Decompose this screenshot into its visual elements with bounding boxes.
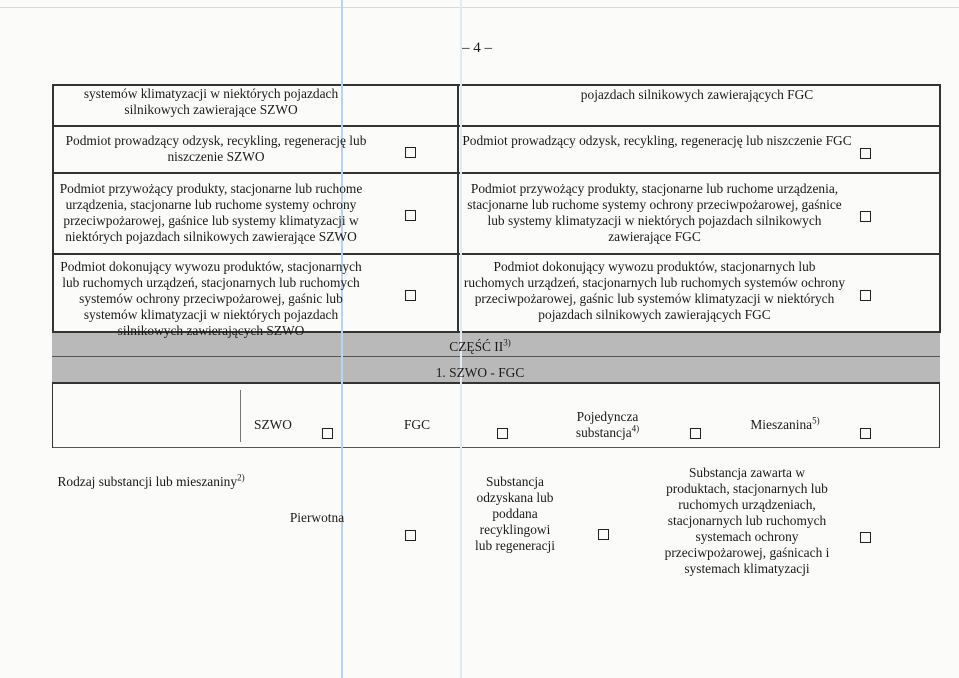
checkbox[interactable] bbox=[860, 148, 871, 159]
table-line bbox=[52, 253, 940, 255]
table-line bbox=[52, 382, 53, 448]
checkbox[interactable] bbox=[405, 210, 416, 221]
table-line bbox=[52, 356, 940, 357]
part-subtitle: 1. SZWO - FGC bbox=[435, 365, 525, 380]
page-number: – 4 – bbox=[462, 40, 492, 56]
recovered-label: Substancja odzyskana lub poddana recyklingowi lub regeneracji bbox=[475, 474, 555, 553]
table-line bbox=[240, 390, 241, 442]
table-line bbox=[52, 125, 940, 127]
checkbox[interactable] bbox=[405, 147, 416, 158]
checkbox[interactable] bbox=[690, 428, 701, 439]
table-line bbox=[457, 84, 459, 333]
row-label-right: Podmiot dokonujący wywozu produktów, stacjonarnych lub ruchomych urządzeń, stacjonarnych lub ruchomych systemów ochrony przeciwpożarowej, gaśnic lub systemów klimatyzacji w niektórych pojazdach silnikowych zawierających FGC bbox=[463, 259, 846, 322]
part-title: CZĘŚĆ II$^{3)}$ bbox=[449, 337, 511, 354]
checkbox[interactable] bbox=[860, 532, 871, 543]
checkbox[interactable] bbox=[405, 290, 416, 301]
checkbox[interactable] bbox=[405, 530, 416, 541]
table-line bbox=[52, 172, 940, 174]
table-line bbox=[939, 382, 940, 448]
kind-label: Rodzaj substancji lub mieszaniny$^{2)}$ bbox=[57, 472, 245, 489]
contained-label: Substancja zawarta w produktach, stacjonarnych lub ruchomych urządzeniach, stacjonarnych lub ruchomych systemach ochrony przeciwpożarowej, gaśnicach i systemach klimatyzacji bbox=[664, 465, 830, 576]
checkbox[interactable] bbox=[497, 428, 508, 439]
row-label-left: Podmiot prowadzący odzysk, recykling, regenerację lub niszczenie SZWO bbox=[65, 133, 367, 164]
checkbox[interactable] bbox=[860, 211, 871, 222]
page-top-edge bbox=[0, 7, 959, 8]
row-label-right: Podmiot prowadzący odzysk, recykling, regenerację lub niszczenie FGC bbox=[462, 133, 852, 148]
row-label-left: Podmiot dokonujący wywozu produktów, stacjonarnych lub ruchomych urządzeń, stacjonarnych lub ruchomych systemów ochrony przeciwpożarowej, gaśnic lub systemów klimatyzacji w niektórych pojazdach silnikowych zawierających SZWO bbox=[60, 259, 362, 338]
right-header-text: pojazdach silnikowych zawierających FGC bbox=[580, 87, 814, 102]
fgc-label: FGC bbox=[403, 417, 431, 432]
row-label-left: Podmiot przywożący produkty, stacjonarne lub ruchome urządzenia, stacjonarne lub ruchome systemy ochrony przeciwpożarowej, gaśnice lub systemy klimatyzacji w niektórych pojazdach silnikowych zawierające SZWO bbox=[59, 181, 363, 244]
row-label-right: Podmiot przywożący produkty, stacjonarne lub ruchome urządzenia, stacjonarne lub ruchome systemy ochrony przeciwpożarowej, gaśnice lub systemy klimatyzacji w niektórych pojazdach silnikowych zawierające FGC bbox=[467, 181, 842, 244]
szwo-label: SZWO bbox=[254, 417, 292, 432]
mixture-label: Mieszanina$^{5)}$ bbox=[750, 415, 820, 432]
checkbox[interactable] bbox=[860, 428, 871, 439]
checkbox[interactable] bbox=[598, 529, 609, 540]
table-line bbox=[52, 382, 940, 384]
checkbox[interactable] bbox=[322, 428, 333, 439]
primary-label: Pierwotna bbox=[289, 510, 345, 525]
table-line bbox=[939, 84, 941, 333]
left-header-text: systemów klimatyzacji w niektórych pojazdach silnikowych zawierające SZWO bbox=[83, 86, 339, 117]
checkbox[interactable] bbox=[860, 290, 871, 301]
table-line bbox=[52, 447, 940, 448]
table-line bbox=[52, 84, 54, 333]
single-substance-label: Pojedyncza substancja$^{4)}$ bbox=[575, 409, 640, 440]
